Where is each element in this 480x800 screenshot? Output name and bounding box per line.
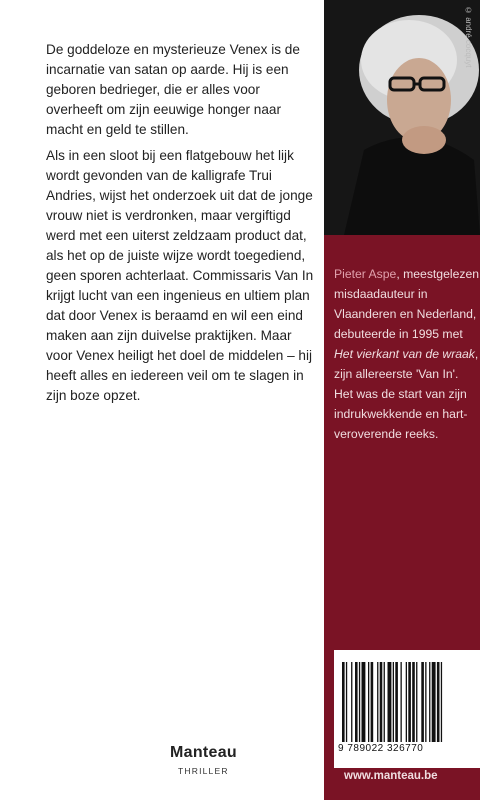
- barcode-bar: [412, 662, 415, 742]
- publisher-name: Manteau: [170, 744, 237, 761]
- barcode-bar: [401, 662, 402, 742]
- barcode-bar: [388, 662, 392, 742]
- barcode: [334, 650, 480, 768]
- barcode-bar: [432, 662, 436, 742]
- barcode-bar: [425, 662, 426, 742]
- barcode-bar: [342, 662, 345, 742]
- barcode-bar: [377, 662, 378, 742]
- barcode-bar: [384, 662, 385, 742]
- publisher-logo: [0, 744, 300, 776]
- barcode-bar: [380, 662, 383, 742]
- blurb-paragraph-1: De goddeloze en mysterieuze Venex is de incarnatie van satan op aarde. Hij is een geboren bedrieger, die er alles voor overheeft om zijn eeuwige honger naar macht en geld te stillen.: [46, 42, 300, 137]
- barcode-bar: [351, 662, 352, 742]
- blurb-paragraph-2: Als in een sloot bij een flatgebouw het lijk wordt gevonden van de kalligrafe Trui Andries, wijst het onderzoek uit dat de jonge vrouw niet is verdronken, maar vergiftigd werd met een uiterst zeldzaam product dat, als het op de juiste wijze wordt toegediend, geen sporen achterlaat. Commissaris Van In krijgt lucht van een ingenieus en ultiem plan dat door Venex is beraamd en wil een eind maken aan zijn duivelse praktijken. Maar voor Venex heiligt het doel de middelen – hij heeft alles en iedereen veil om te slagen in zijn boze opzet.: [46, 148, 314, 403]
- barcode-bar: [362, 662, 366, 742]
- barcode-bar: [437, 662, 440, 742]
- barcode-bars: [342, 662, 472, 742]
- barcode-number: 9 789022 326770: [338, 743, 424, 754]
- barcode-bar: [421, 662, 424, 742]
- barcode-bar: [368, 662, 369, 742]
- author-portrait-image: [324, 0, 480, 235]
- photo-credit: © andré cocquyt: [464, 6, 473, 68]
- author-photo: [324, 0, 480, 235]
- bio-text-2: , zijn allereerste 'Van In'. Het was de start van zijn indrukwekkende en hart-veroverende reeks.: [334, 347, 479, 441]
- publisher-url[interactable]: www.manteau.be: [344, 770, 438, 782]
- author-panel: [324, 0, 480, 800]
- barcode-bar: [416, 662, 417, 742]
- author-bio: [334, 264, 480, 444]
- bio-book-title: Het vierkant van de wraak: [334, 347, 475, 361]
- barcode-bar: [355, 662, 358, 742]
- barcode-bar: [371, 662, 374, 742]
- barcode-bar: [406, 662, 407, 742]
- barcode-bar: [359, 662, 360, 742]
- bio-text-1: , meestgelezen misdaadauteur in Vlaanderen en Nederland, debuteerde in 1995 met: [334, 267, 479, 341]
- barcode-bar: [429, 662, 430, 742]
- author-name: Pieter Aspe: [334, 267, 397, 281]
- barcode-bar: [441, 662, 442, 742]
- publisher-genre: THRILLER: [178, 766, 229, 776]
- barcode-bar: [393, 662, 394, 742]
- barcode-bar: [346, 662, 347, 742]
- barcode-bar: [408, 662, 411, 742]
- blurb-text: [46, 40, 316, 412]
- barcode-bar: [395, 662, 398, 742]
